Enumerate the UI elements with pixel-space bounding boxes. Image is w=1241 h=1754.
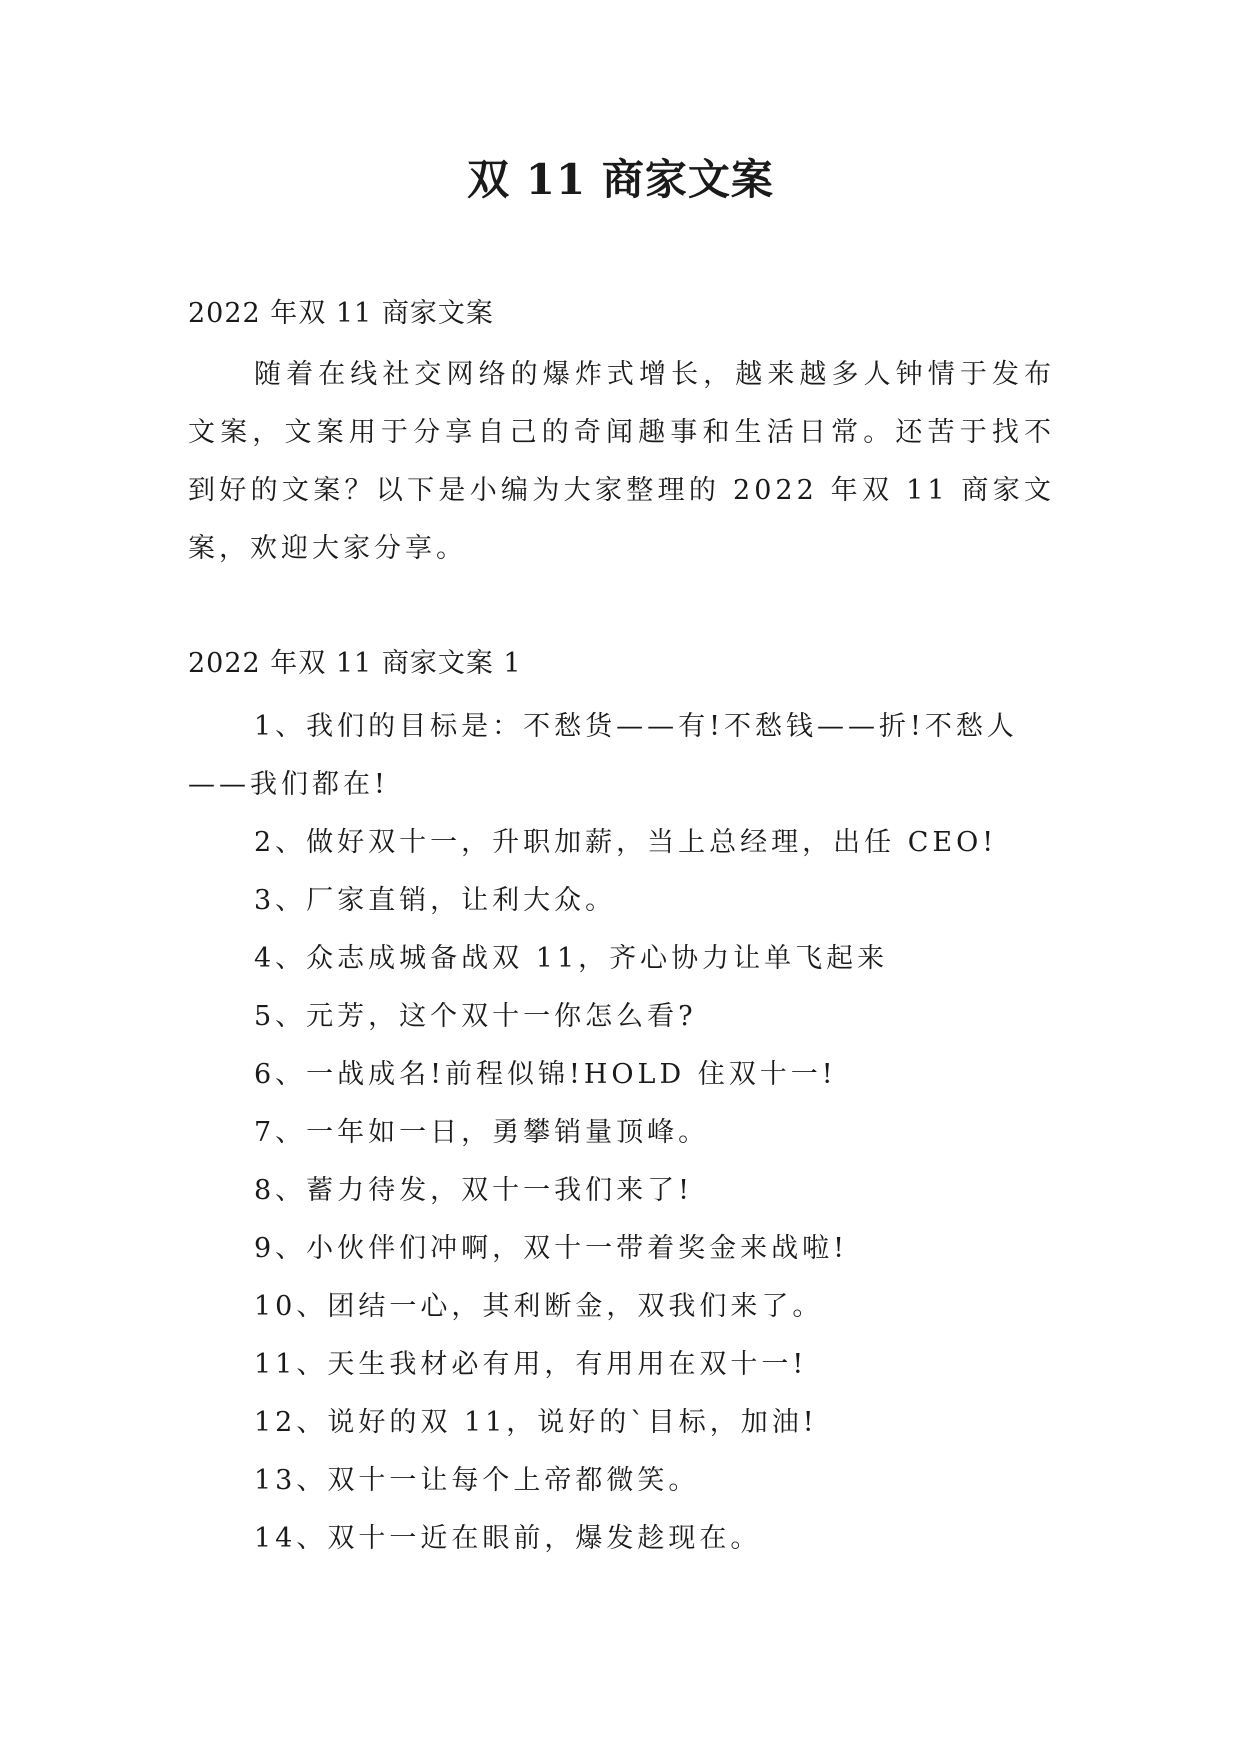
document-title: 双 11 商家文案 [467, 155, 774, 204]
list-item: 7、一年如一日，勇攀销量顶峰。 [254, 1117, 710, 1148]
list-item: 4、众志成城备战双 11，齐心协力让单飞起来 [254, 943, 889, 974]
section-heading-list: 2022 年双 11 商家文案 1 [188, 648, 522, 679]
list-item: 13、双十一让每个上帝都微笑。 [254, 1465, 700, 1496]
list-item: 14、双十一近在眼前，爆发趁现在。 [254, 1523, 762, 1554]
list-item: 11、天生我材必有用，有用用在双十一! [254, 1349, 808, 1380]
section-heading-intro: 2022 年双 11 商家文案 [188, 298, 494, 329]
list-item: 5、元芳，这个双十一你怎么看? [254, 1001, 697, 1032]
list-item: 12、说好的双 11，说好的`目标，加油! [254, 1407, 818, 1438]
list-item: 9、小伙伴们冲啊，双十一带着奖金来战啦! [254, 1233, 849, 1264]
list-item: 1、我们的目标是：不愁货——有!不愁钱——折!不愁人——我们都在! [188, 711, 1018, 800]
slogan-list [188, 698, 1055, 1568]
list-item: 2、做好双十一，升职加薪，当上总经理，出任 CEO! [254, 827, 998, 858]
list-item: 8、蓄力待发，双十一我们来了! [254, 1175, 694, 1206]
list-item: 10、团结一心，其利断金，双我们来了。 [254, 1291, 824, 1322]
intro-paragraph: 随着在线社交网络的爆炸式增长，越来越多人钟情于发布文案，文案用于分享自己的奇闻趣事和生活日常。还苦于找不到好的文案？以下是小编为大家整理的 2022 年双 11 商家文案，欢迎大家分享。 [188, 359, 1055, 564]
list-item: 6、一战成名!前程似锦!HOLD 住双十一! [254, 1059, 837, 1090]
list-item: 3、厂家直销，让利大众。 [254, 885, 617, 916]
